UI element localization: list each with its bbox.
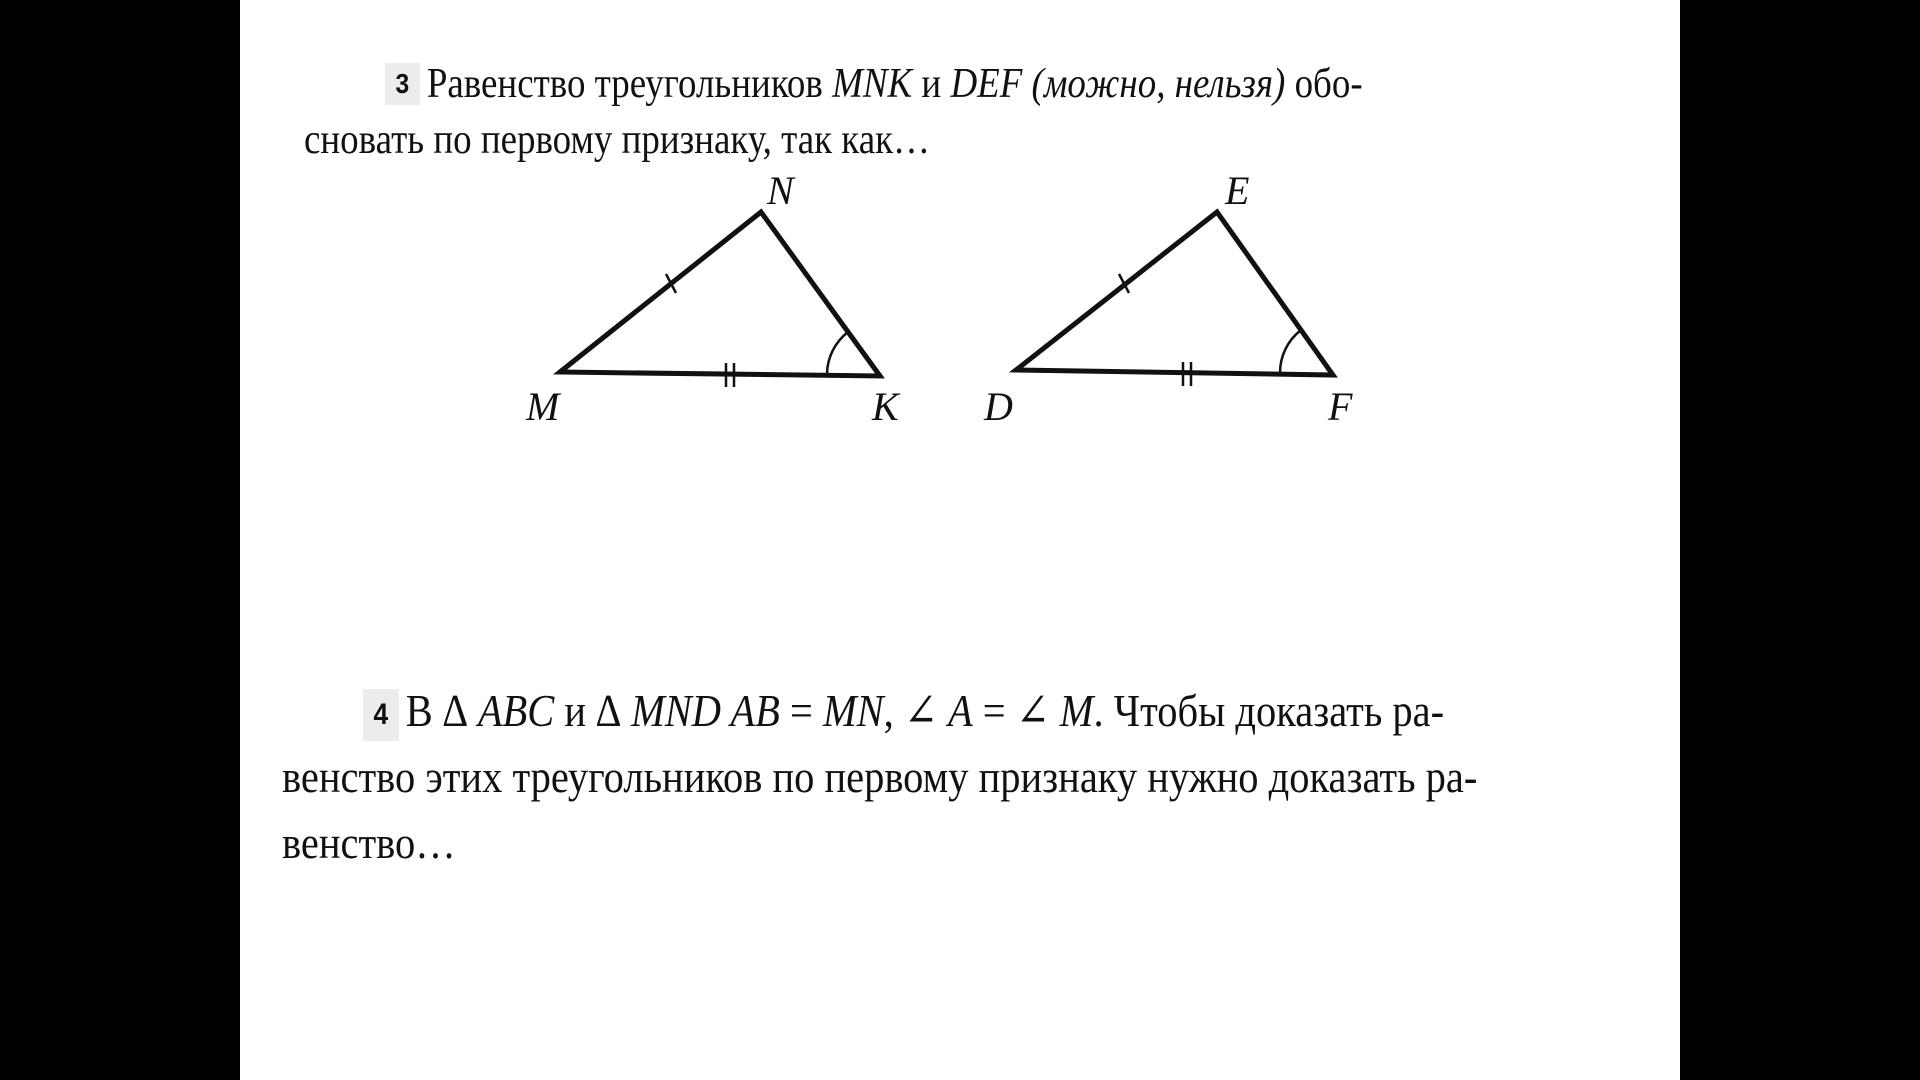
- angle-equals: = ∠: [972, 685, 1060, 736]
- angle-m: M: [1059, 685, 1094, 736]
- task-4-text-end: . Чтобы доказать ра-: [1093, 685, 1445, 736]
- triangle-def: [983, 168, 1353, 429]
- task-3-text-end: обо-: [1285, 61, 1363, 107]
- angle-arc-f: [1280, 330, 1301, 373]
- task-4-number-badge: 4: [363, 689, 399, 741]
- triangle-mnk-name: MNK: [832, 61, 913, 107]
- vertex-label-f: F: [1328, 384, 1353, 429]
- task-4-line-3: венство…: [282, 817, 456, 868]
- triangle-abc-name: ABC: [477, 685, 555, 736]
- task-3-text: Равенство треугольников: [426, 61, 833, 107]
- angle-arc-k: [827, 332, 848, 374]
- answer-options: (можно, нельзя): [1022, 61, 1286, 107]
- vertex-label-m: M: [526, 384, 560, 429]
- conjunction: и ∆: [554, 685, 632, 736]
- triangles-figure: [240, 0, 1680, 1080]
- segment-mn: MN: [822, 685, 884, 736]
- equals-sign: =: [779, 685, 823, 736]
- vertex-label-d: D: [984, 384, 1013, 429]
- task-4: [282, 678, 1505, 876]
- angle-a: A: [947, 685, 973, 736]
- document-page: [240, 0, 1680, 1080]
- task-4-line-2: венство этих треугольников по первому признаку нужно доказать ра-: [282, 751, 1478, 802]
- angle-sign: , ∠: [883, 685, 948, 736]
- task-3-number-badge: 3: [385, 63, 420, 105]
- triangle-mnk: [525, 168, 901, 429]
- triangle-mnd-name: MND AB: [631, 685, 780, 736]
- task-3-line-2: сновать по первому признаку, так как…: [304, 117, 931, 163]
- conjunction: и: [912, 61, 951, 107]
- vertex-label-k: K: [872, 384, 899, 429]
- task-4-text: В ∆: [405, 685, 478, 736]
- vertex-label-n: N: [767, 168, 794, 213]
- task-4-line-1: [282, 678, 1505, 744]
- vertex-label-e: E: [1225, 168, 1250, 213]
- triangle-def-name: DEF: [950, 61, 1023, 107]
